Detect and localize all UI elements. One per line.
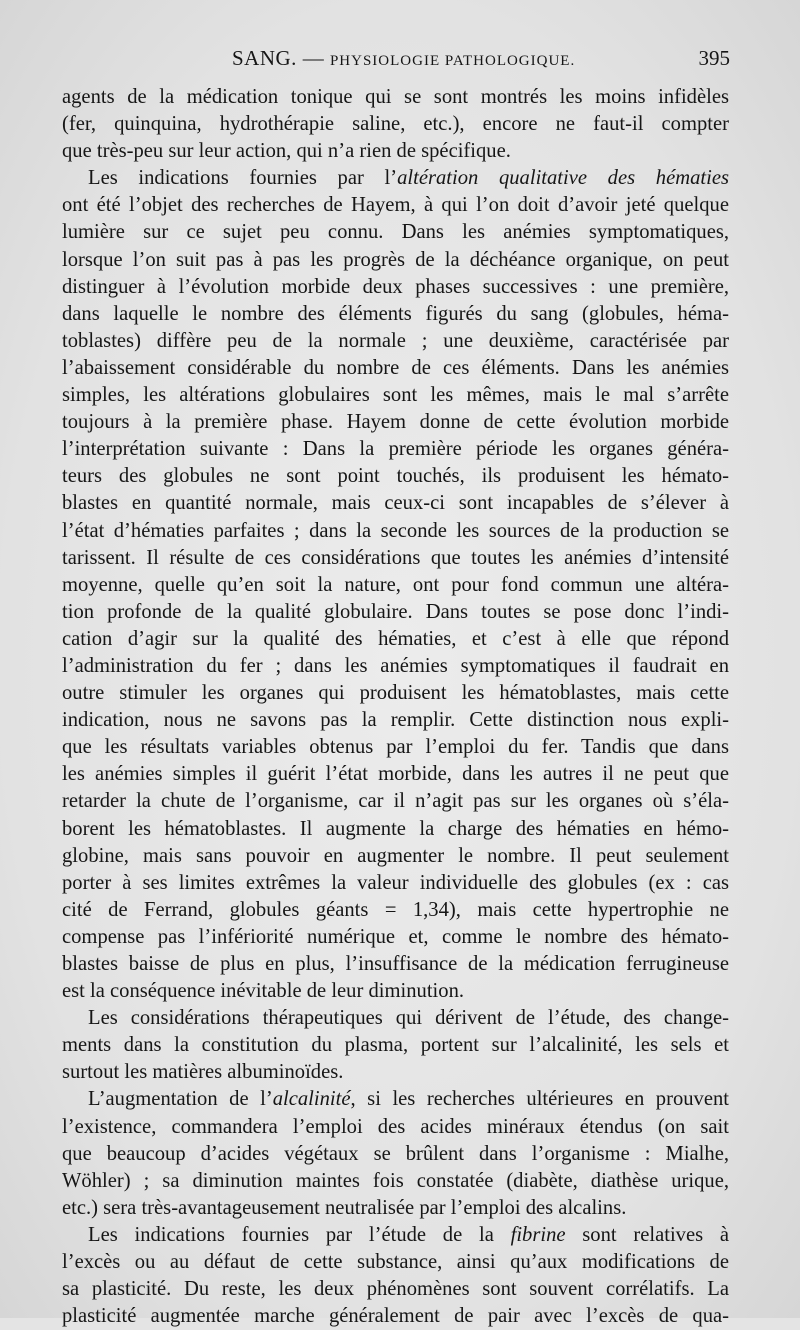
text-line: est la conséquence inévitable de leur diminution.: [62, 980, 465, 1003]
text-line: globine, mais sans pouvoir en augmenter le nombre. Il peut seulement: [62, 844, 729, 867]
text-line: etc.) sera très-avantageusement neutralisée par l’emploi des alcalins.: [62, 1196, 627, 1219]
text-line: plasticité augmentée marche généralement de pair avec l’excès de qua-: [62, 1305, 729, 1328]
text-line: Les considérations thérapeutiques qui dérivent de l’étude, des change-: [88, 1007, 729, 1030]
text-line: dans laquelle le nombre des éléments figurés du sang (globules, héma-: [62, 302, 729, 325]
text-line: l’administration du fer ; dans les anémies symptomatiques il faudrait en: [62, 654, 729, 677]
text-line: sa plasticité. Du reste, les deux phénomènes sont souvent corrélatifs. La: [62, 1278, 729, 1301]
text-line: que les résultats variables obtenus par l’emploi du fer. Tandis que dans: [62, 736, 729, 759]
paragraph-2: [62, 165, 729, 1005]
text-line-italic: L’augmentation de l’alcalinité, si les recherches ultérieures en prouvent: [88, 1088, 730, 1111]
text-line: outre stimuler les organes qui produisent les hématoblastes, mais cette: [62, 682, 729, 705]
text-line: simples, les altérations globulaires sont les mêmes, mais le mal s’arrête: [62, 384, 729, 407]
text-line: indication, nous ne savons pas la remplir. Cette distinction nous expli-: [62, 709, 729, 732]
page-number: 395: [698, 46, 730, 70]
text-line: moyenne, quelle qu’en soit la nature, ont pour fond commun une altéra-: [62, 573, 729, 596]
text-line: blastes en quantité normale, mais ceux-ci sont incapables de s’élever à: [62, 492, 729, 515]
paragraph-4: [62, 1086, 729, 1221]
text-line: Wöhler) ; sa diminution maintes fois constatée (diabète, diathèse urique,: [62, 1169, 729, 1192]
text-line: l’interprétation suivante : Dans la première période les organes généra-: [62, 438, 729, 461]
text-line: ont été l’objet des recherches de Hayem, à qui l’on doit d’avoir jeté quelque: [62, 194, 729, 217]
text-line: surtout les matières albuminoïdes.: [62, 1061, 344, 1084]
running-title-sub: PHYSIOLOGIE PATHOLOGIQUE.: [329, 53, 576, 69]
text-line: ments dans la constitution du plasma, portent sur l’alcalinité, les sels et: [62, 1034, 729, 1057]
text-line: retarder la chute de l’organisme, car il n’agit pas sur les organes où s’éla-: [62, 790, 729, 813]
text-line-italic: Les indications fournies par l’étude de la fibrine sont relatives à: [88, 1223, 730, 1246]
text-line: l’état d’hématies parfaites ; dans la seconde les sources de la production se: [62, 519, 729, 542]
text-line-italic: Les indications fournies par l’altération qualitative des hématies: [88, 167, 729, 190]
text-line: distinguer à l’évolution morbide deux phases successives : une première,: [62, 275, 729, 298]
running-title: [232, 46, 575, 71]
text-line: lumière sur ce sujet peu connu. Dans les anémies symptomatiques,: [62, 221, 729, 244]
text-line: lorsque l’on suit pas à pas les progrès de la déchéance organique, on peut: [62, 248, 729, 271]
running-title-dash: —: [302, 46, 325, 70]
text-line: tion profonde de la qualité globulaire. Dans toutes se pose donc l’indi-: [62, 600, 729, 623]
running-head: [80, 46, 730, 76]
paragraph-5: [62, 1222, 729, 1330]
text-line: que très-peu sur leur action, qui n’a rien de spécifique.: [62, 140, 511, 163]
text-line: borent les hématoblastes. Il augmente la charge des hématies en hémo-: [62, 817, 729, 840]
body-text: [62, 84, 729, 1330]
text-line: toujours à la première phase. Hayem donne de cette évolution morbide: [62, 411, 729, 434]
text-line: compense pas l’infériorité numérique et, comme le nombre des hémato-: [62, 925, 729, 948]
text-line: teurs des globules ne sont point touchés, ils produisent les hémato-: [62, 465, 729, 488]
text-line: blastes baisse de plus en plus, l’insuffisance de la médication ferrugineuse: [62, 953, 729, 975]
text-line: tarissent. Il résulte de ces considérations que toutes les anémies d’intensité: [62, 546, 729, 569]
text-line: les anémies simples il guérit l’état morbide, dans les autres il ne peut que: [62, 763, 729, 786]
text-line: (fer, quinquina, hydrothérapie saline, etc.), encore ne faut-il compter: [62, 113, 729, 136]
paragraph-3: [62, 1005, 729, 1086]
text-line: toblastes) diffère peu de la normale ; une deuxième, caractérisée par: [62, 329, 729, 352]
paragraph-1: [62, 84, 729, 165]
text-line: l’excès ou au défaut de cette substance, ainsi qu’aux modifications de: [62, 1251, 729, 1274]
text-line: l’abaissement considérable du nombre de ces éléments. Dans les anémies: [62, 356, 729, 379]
running-title-main: SANG.: [232, 46, 297, 70]
text-line: cation d’agir sur la qualité des hématies, et c’est à elle que répond: [62, 627, 729, 650]
text-line: que beaucoup d’acides végétaux se brûlent dans l’organisme : Mialhe,: [62, 1142, 729, 1165]
text-line: porter à ses limites extrêmes la valeur individuelle des globules (ex : cas: [62, 871, 729, 894]
text-line: cité de Ferrand, globules géants = 1,34), mais cette hypertrophie ne: [62, 898, 729, 921]
text-line: agents de la médication tonique qui se sont montrés les moins infidèles: [62, 86, 729, 108]
text-line: l’existence, commandera l’emploi des acides minéraux étendus (on sait: [62, 1115, 729, 1138]
